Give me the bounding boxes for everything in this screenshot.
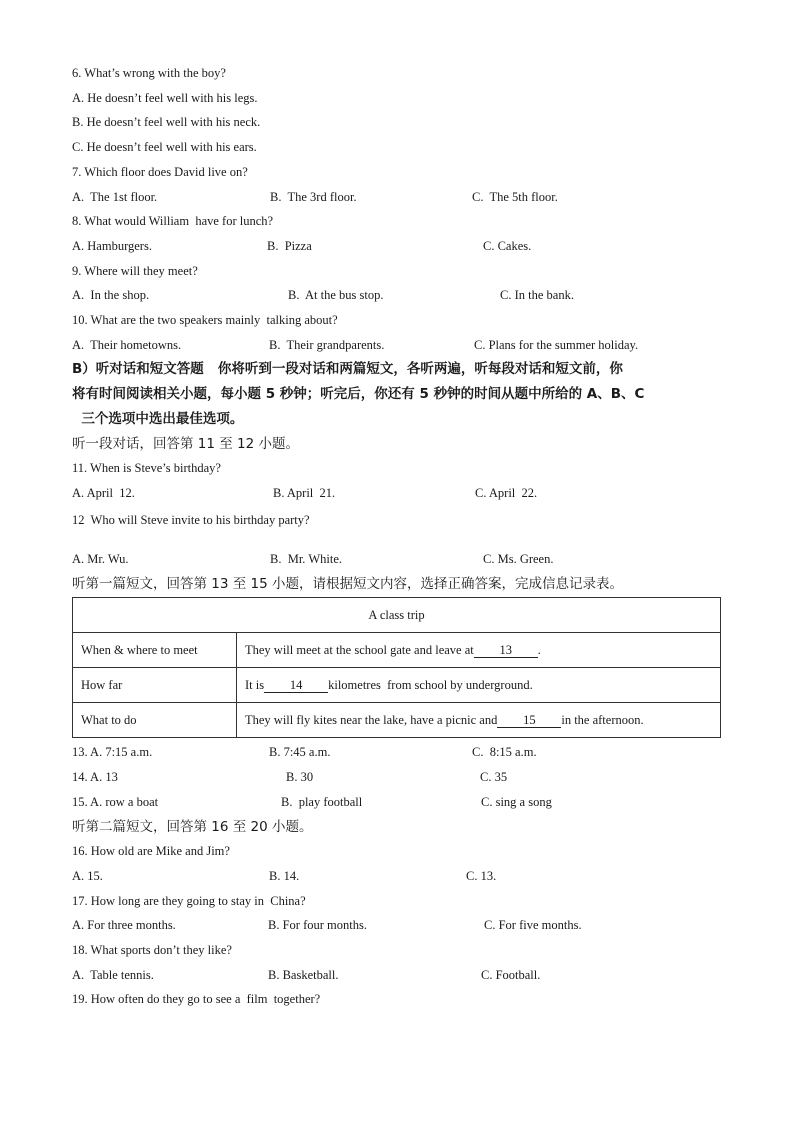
question-11-option-a: A. April 12. [72, 486, 135, 500]
row-text: They will fly kites near the lake, have a picnic and [245, 712, 498, 727]
question-9-option-c: C. In the bank. [500, 288, 574, 302]
row-label-what-to-do: What to do [73, 703, 237, 738]
question-7: 7. Which floor does David live on? [72, 165, 248, 179]
table-header-row [73, 598, 721, 633]
row-text: in the afternoon. [561, 712, 644, 727]
question-9-option-b: B. At the bus stop. [288, 288, 384, 302]
passage-1-intro: 听第一篇短文，回答第 13 至 15 小题，请根据短文内容，选择正确答案，完成信息记录表。 [72, 576, 624, 592]
question-18: 18. What sports don’t they like? [72, 943, 232, 957]
section-b-instruction-line-3: 三个选项中选出最佳选项。 [72, 411, 244, 427]
question-12-option-b: B. Mr. White. [270, 552, 342, 566]
question-8-option-a: A. Hamburgers. [72, 239, 152, 253]
question-11-option-b: B. April 21. [273, 486, 336, 500]
question-16-option-c: C. 13. [466, 869, 497, 883]
question-10-option-b: B. Their grandparents. [269, 338, 385, 352]
row-text: They will meet at the school gate and leave at [245, 642, 474, 657]
row-label-how-far: How far [73, 668, 237, 703]
question-11-option-c: C. April 22. [475, 486, 538, 500]
table-row [73, 703, 721, 738]
question-6-option-a: A. He doesn’t feel well with his legs. [72, 91, 258, 105]
question-16-option-a: A. 15. [72, 869, 103, 883]
question-8-option-c: C. Cakes. [483, 239, 532, 253]
row-text: It is [245, 677, 265, 692]
question-8-option-b: B. Pizza [267, 239, 312, 253]
question-12: 12 Who will Steve invite to his birthday party? [72, 513, 310, 527]
row-text: . [537, 642, 541, 657]
question-18-option-b: B. Basketball. [268, 968, 339, 982]
question-6-option-c: C. He doesn’t feel well with his ears. [72, 140, 257, 154]
question-17-option-b: B. For four months. [268, 918, 367, 932]
question-14-option-b: B. 30 [286, 770, 314, 784]
question-7-option-a: A. The 1st floor. [72, 190, 158, 204]
question-8: 8. What would William have for lunch? [72, 214, 274, 228]
question-15-option-b: B. play football [281, 795, 363, 809]
table-row [73, 633, 721, 668]
section-b-instruction-line-2: 将有时间阅读相关小题，每小题 5 秒钟；听完后，你还有 5 秒钟的时间从题中所给的 A、B、C [72, 386, 645, 402]
question-15-option-c: C. sing a song [481, 795, 552, 809]
row-text: kilometres from school by underground. [328, 677, 533, 692]
question-16: 16. How old are Mike and Jim? [72, 844, 230, 858]
question-10-option-c: C. Plans for the summer holiday. [474, 338, 639, 352]
question-10: 10. What are the two speakers mainly talking about? [72, 313, 338, 327]
question-13-option-b: B. 7:45 a.m. [269, 745, 331, 759]
row-value-how-far [237, 668, 721, 703]
answer-blank-14[interactable]: 14 [264, 678, 328, 693]
answer-blank-15[interactable]: 15 [497, 713, 561, 728]
row-label-when-where: When & where to meet [73, 633, 237, 668]
question-13-option-c: C. 8:15 a.m. [472, 745, 537, 759]
question-18-option-c: C. Football. [481, 968, 541, 982]
question-17-option-a: A. For three months. [72, 918, 176, 932]
question-9-option-a: A. In the shop. [72, 288, 150, 302]
question-11: 11. When is Steve’s birthday? [72, 461, 221, 475]
question-19: 19. How often do they go to see a film together? [72, 992, 321, 1006]
table-row [73, 668, 721, 703]
question-12-option-a: A. Mr. Wu. [72, 552, 129, 566]
question-13-option-a: 13. A. 7:15 a.m. [72, 745, 153, 759]
question-7-option-b: B. The 3rd floor. [270, 190, 357, 204]
table-title: A class trip [73, 598, 721, 633]
question-14-option-a: 14. A. 13 [72, 770, 118, 784]
class-trip-table [72, 597, 721, 738]
section-b-instruction-line-1: B）听对话和短文答题 你将听到一段对话和两篇短文，各听两遍，听每段对话和短文前，你 [72, 361, 623, 377]
question-6: 6. What’s wrong with the boy? [72, 66, 226, 80]
question-14-option-c: C. 35 [480, 770, 508, 784]
question-17-option-c: C. For five months. [484, 918, 582, 932]
question-7-option-c: C. The 5th floor. [472, 190, 558, 204]
question-18-option-a: A. Table tennis. [72, 968, 154, 982]
passage-2-intro: 听第二篇短文，回答第 16 至 20 小题。 [72, 819, 313, 835]
answer-blank-13[interactable]: 13 [474, 643, 538, 658]
question-12-option-c: C. Ms. Green. [483, 552, 554, 566]
row-value-what-to-do [237, 703, 721, 738]
question-10-option-a: A. Their hometowns. [72, 338, 182, 352]
question-15-option-a: 15. A. row a boat [72, 795, 159, 809]
question-16-option-b: B. 14. [269, 869, 300, 883]
question-17: 17. How long are they going to stay in China? [72, 894, 306, 908]
row-value-when-where [237, 633, 721, 668]
dialogue-intro: 听一段对话，回答第 11 至 12 小题。 [72, 436, 300, 452]
question-9: 9. Where will they meet? [72, 264, 198, 278]
question-6-option-b: B. He doesn’t feel well with his neck. [72, 115, 261, 129]
